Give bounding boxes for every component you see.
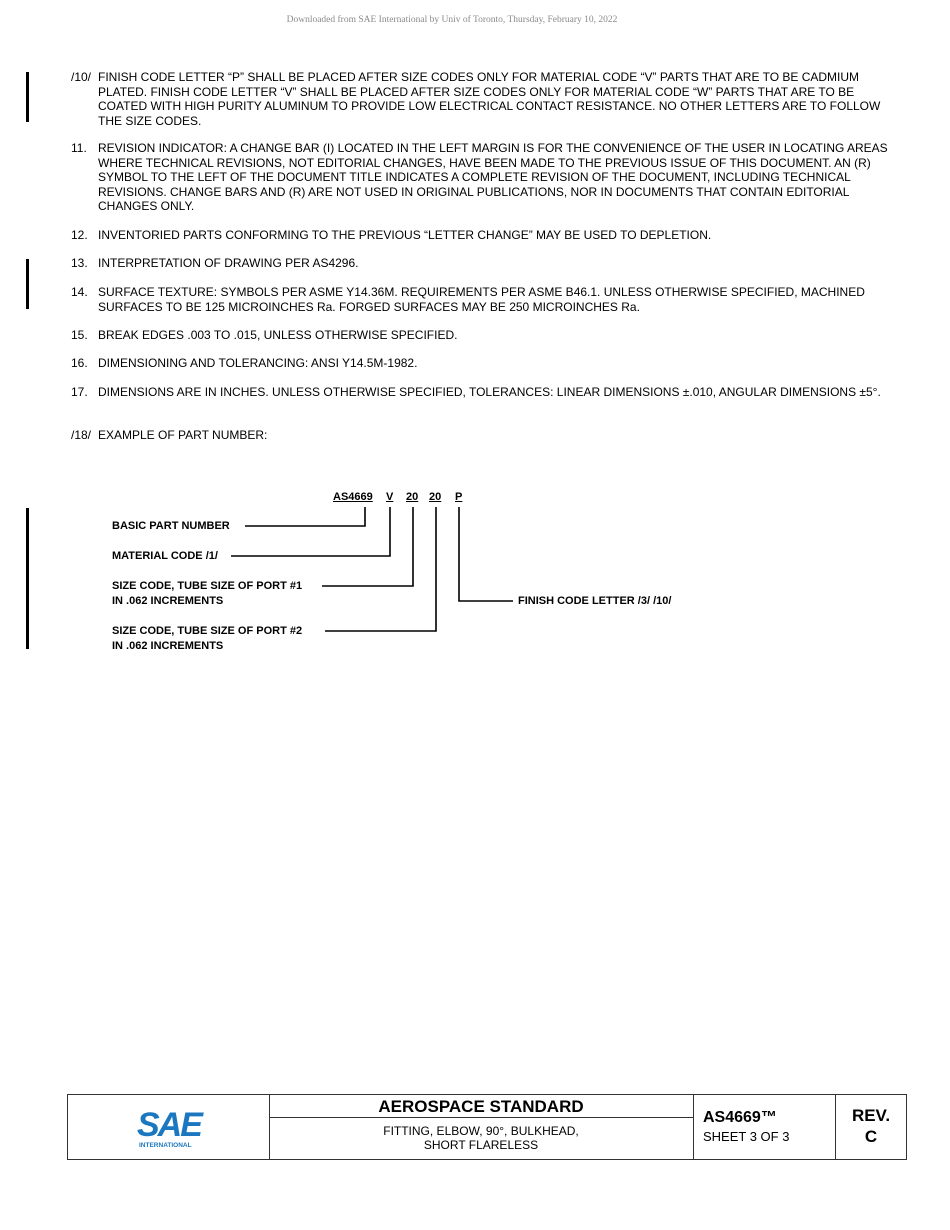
note-text: REVISION INDICATOR: A CHANGE BAR (I) LOCATED IN THE LEFT MARGIN IS FOR THE CONVENIENCE OF THE USER IN LOCATING AREAS WHERE TECHNICAL REVISIONS, NOT EDITORIAL CHANGES, HAVE BEEN MADE TO THE PREVIOUS ISSUE OF THIS DOCUMENT. AN (R) SYMBOL TO THE LEFT OF THE DOCUMENT TITLE INDICATES A COMPLETE REVISION OF THE DOCUMENT, INCLUDING TECHNICAL REVISIONS. CHANGE BARS AND (R) ARE NOT USED IN ORIGINAL PUBLICATIONS, NOR IN DOCUMENTS THAT CONTAIN EDITORIAL CHANGES ONLY. (98, 141, 888, 213)
download-watermark: Downloaded from SAE International by Univ of Toronto, Thursday, February 10, 2022 (286, 15, 618, 25)
label-line: IN .062 INCREMENTS (112, 595, 224, 607)
code-finish: P (455, 491, 463, 503)
label-basic-part-number: BASIC PART NUMBER (112, 520, 230, 532)
note-number: /18/ (71, 428, 92, 442)
sae-logo-subtitle: INTERNATIONAL (139, 1142, 192, 1149)
document-number: AS4669™ (703, 1109, 777, 1126)
label-finish-code: FINISH CODE LETTER /3/ /10/ (518, 595, 672, 607)
note-text: INTERPRETATION OF DRAWING PER AS4296. (98, 256, 359, 270)
note-14 (71, 285, 891, 314)
note-number: 12. (71, 228, 88, 242)
leader-size1 (322, 507, 413, 586)
standard-title: AEROSPACE STANDARD (269, 1095, 693, 1118)
note-15 (71, 328, 891, 343)
description-line: SHORT FLARELESS (423, 1138, 539, 1152)
note-text: INVENTORIED PARTS CONFORMING TO THE PREVIOUS “LETTER CHANGE” MAY BE USED TO DEPLETION. (98, 228, 712, 242)
leader-material (231, 507, 390, 556)
revision-cell (836, 1095, 906, 1159)
code-material: V (386, 491, 394, 503)
standard-description (269, 1124, 693, 1152)
note-12 (71, 228, 891, 243)
description-line: FITTING, ELBOW, 90°, BULKHEAD, (383, 1124, 579, 1138)
note-16 (71, 356, 891, 371)
standard-cell (269, 1095, 694, 1159)
code-basic: AS4669 (333, 491, 373, 503)
sae-logo: SAE (137, 1106, 201, 1144)
note-13 (71, 256, 891, 271)
note-text: SURFACE TEXTURE: SYMBOLS PER ASME Y14.36M. REQUIREMENTS PER ASME B46.1. UNLESS OTHERWISE SPECIFIED, MACHINED SURFACES TO BE 125 MICROINCHES Ra. FORGED SURFACES MAY BE 250 MICROINCHES Ra. (98, 285, 865, 314)
note-number: 13. (71, 256, 88, 270)
label-size-port-2 (112, 624, 302, 654)
leader-finish (459, 507, 513, 601)
note-number: 11. (71, 141, 87, 155)
note-10 (71, 70, 891, 128)
label-line: IN .062 INCREMENTS (112, 640, 224, 652)
note-number: 15. (71, 328, 88, 342)
note-text: DIMENSIONING AND TOLERANCING: ANSI Y14.5M-1982. (98, 356, 418, 370)
leader-basic (245, 507, 365, 526)
label-line: SIZE CODE, TUBE SIZE OF PORT #2 (112, 625, 303, 637)
label-material-code: MATERIAL CODE /1/ (112, 550, 218, 562)
code-size1: 20 (406, 491, 419, 503)
document-number-cell (694, 1095, 836, 1159)
note-number: 14. (71, 285, 88, 299)
sae-logo-cell (68, 1095, 270, 1159)
note-text: BREAK EDGES .003 TO .015, UNLESS OTHERWISE SPECIFIED. (98, 328, 458, 342)
note-text: DIMENSIONS ARE IN INCHES. UNLESS OTHERWISE SPECIFIED, TOLERANCES: LINEAR DIMENSIONS ±.010, ANGULAR DIMENSIONS ±5°. (98, 385, 881, 399)
revision-label: REV. (851, 1106, 891, 1125)
revision-value: C (864, 1127, 878, 1146)
note-11 (71, 141, 891, 214)
note-number: 16. (71, 356, 88, 370)
label-size-port-1 (112, 579, 302, 609)
sheet-number: SHEET 3 OF 3 (703, 1129, 790, 1144)
note-number: 17. (71, 385, 88, 399)
change-bar (26, 72, 29, 122)
label-line: SIZE CODE, TUBE SIZE OF PORT #1 (112, 580, 303, 592)
title-block (67, 1094, 907, 1160)
code-size2: 20 (429, 491, 442, 503)
note-text: FINISH CODE LETTER “P” SHALL BE PLACED AFTER SIZE CODES ONLY FOR MATERIAL CODE “V” PARTS THAT ARE TO BE CADMIUM PLATED. FINISH CODE LETTER “V” SHALL BE PLACED AFTER SIZE CODES ONLY FOR MATERIAL CODE “W” PARTS THAT ARE TO BE COATED WITH HIGH PURITY ALUMINUM TO PROVIDE LOW ELECTRICAL CONTACT RESISTANCE. NO OTHER LETTERS ARE TO FOLLOW THE SIZE CODES. (98, 70, 881, 128)
note-17 (71, 385, 891, 400)
note-text: EXAMPLE OF PART NUMBER: (98, 428, 268, 442)
note-number: /10/ (71, 70, 92, 84)
note-18 (71, 428, 891, 443)
part-number-diagram (0, 480, 950, 680)
change-bar (26, 259, 29, 309)
